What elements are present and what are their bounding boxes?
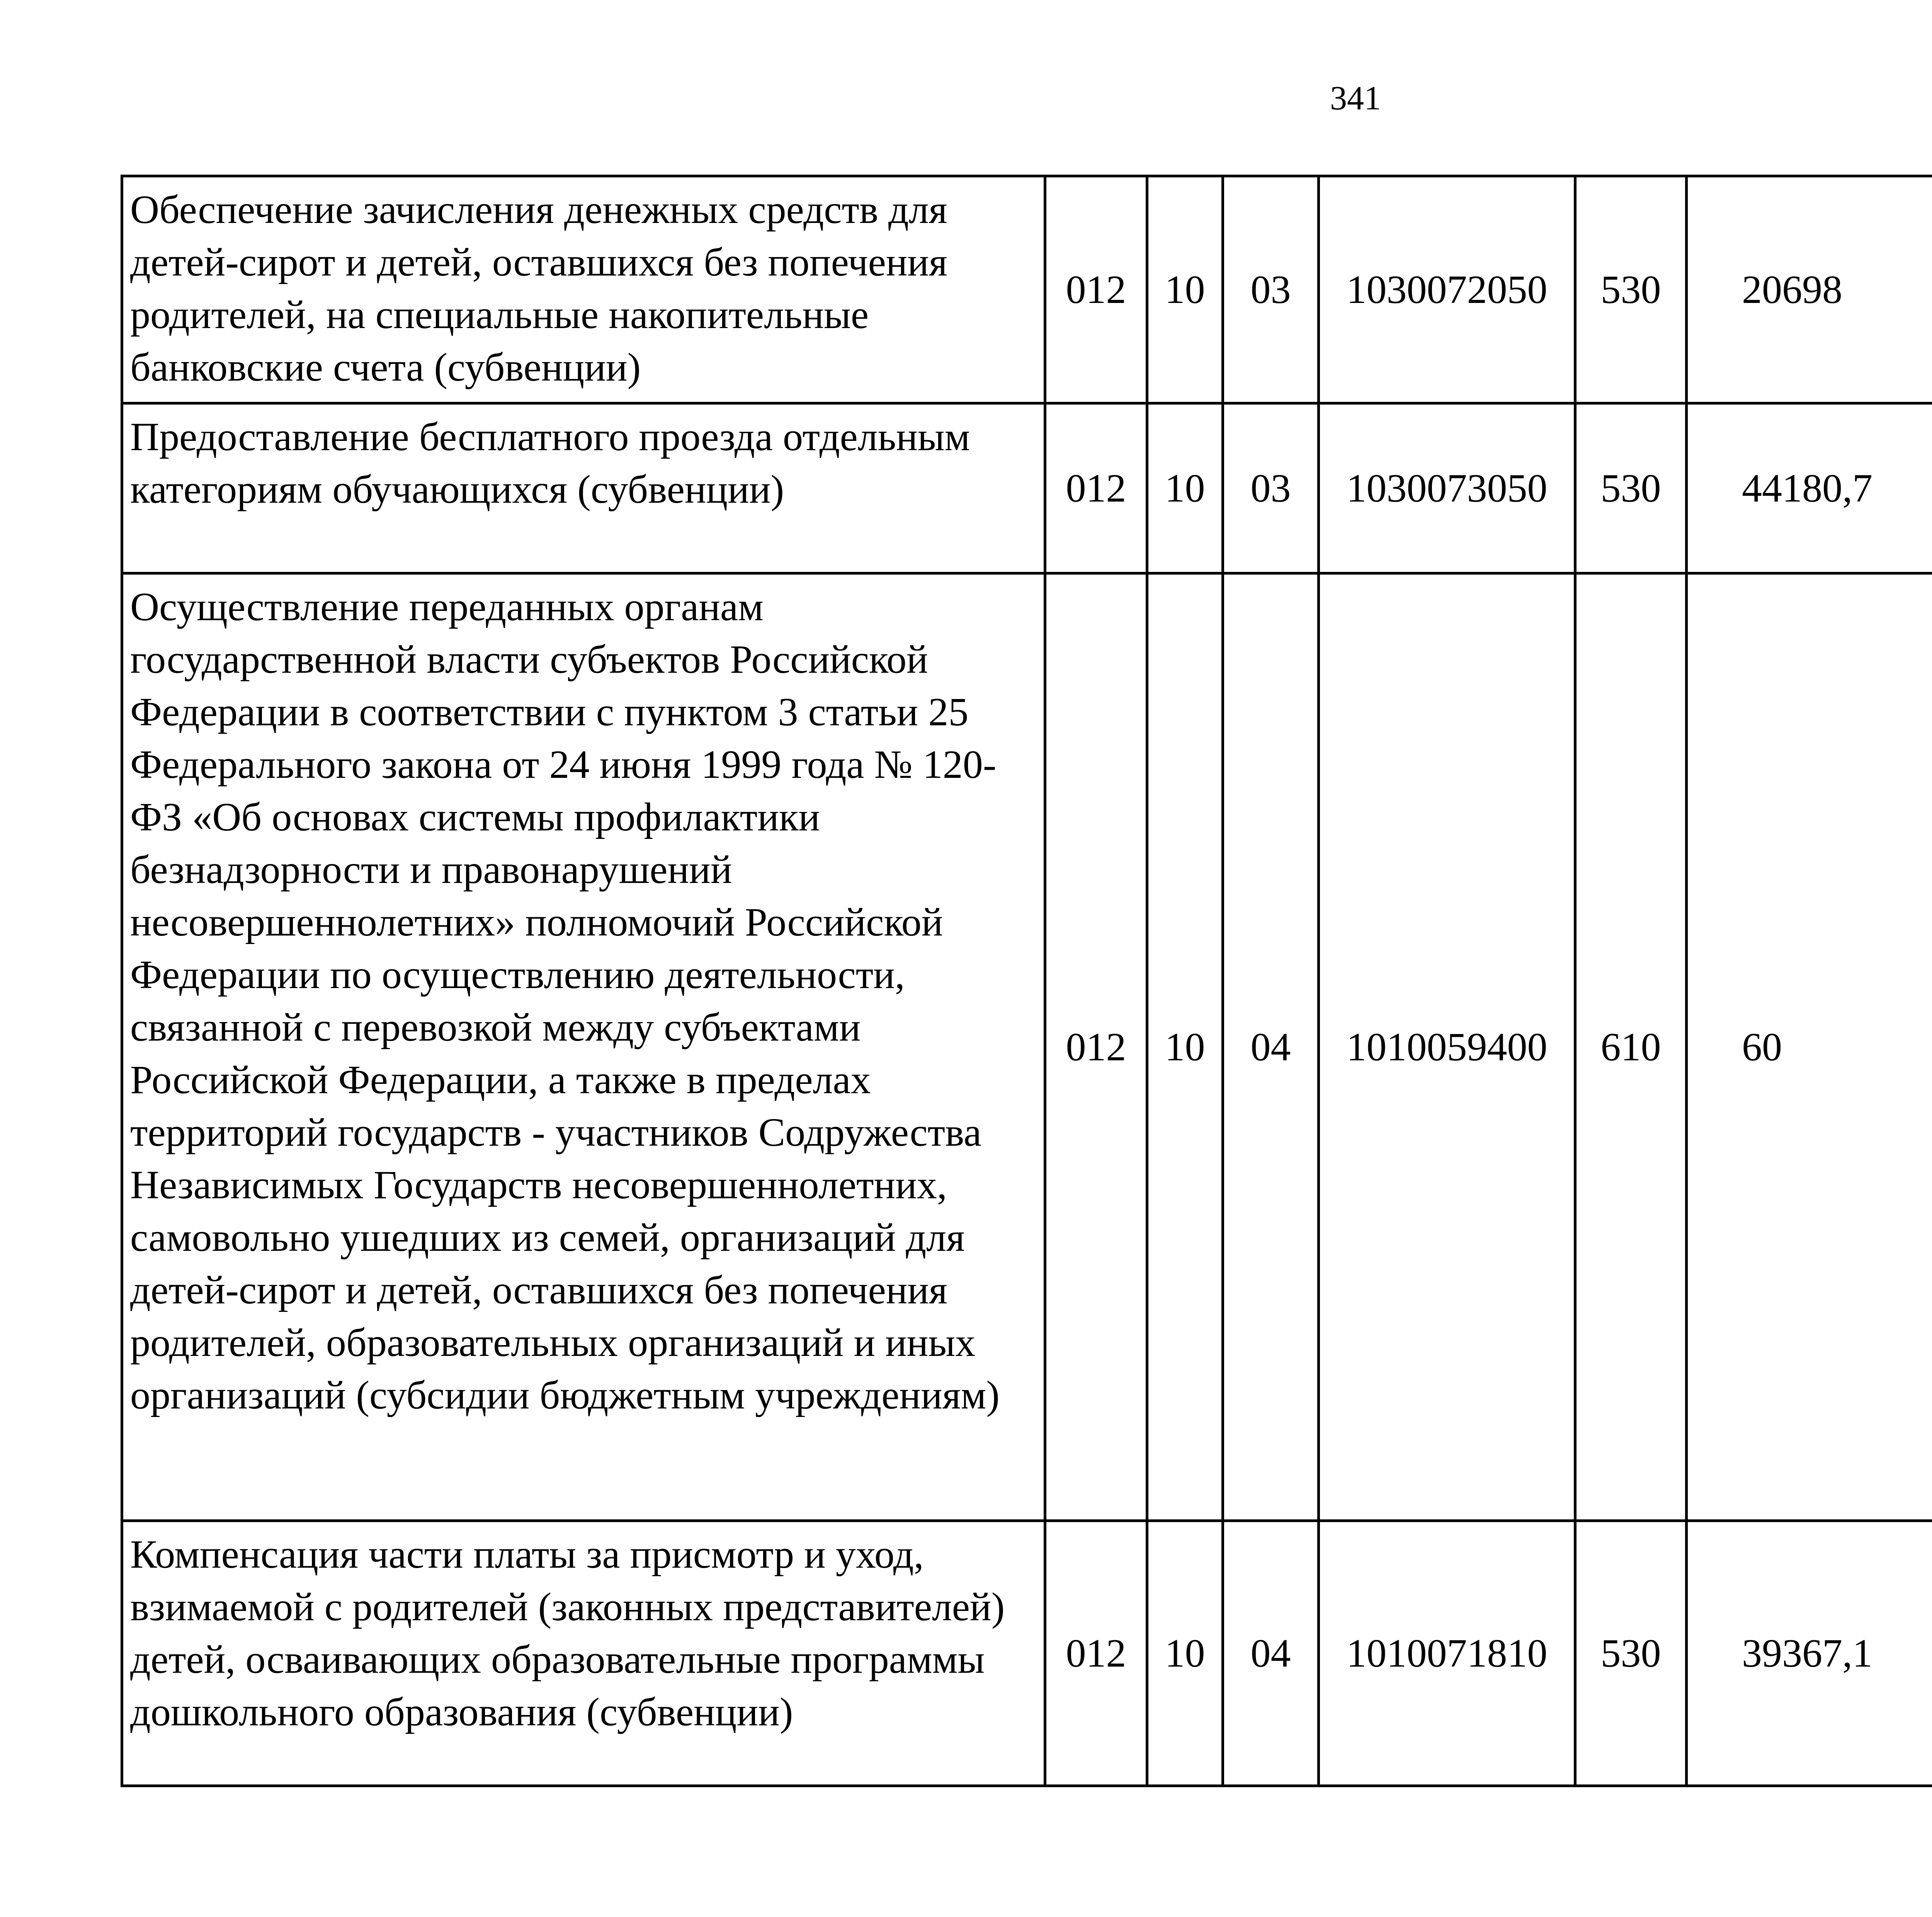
amount-1-cell: 20698 [1687,176,1932,403]
section-cell: 10 [1147,573,1223,1521]
expense-type-cell: 530 [1575,176,1687,403]
subsection-cell: 04 [1223,573,1319,1521]
budget-table [121,175,1932,1787]
row-description: Осуществление переданных органам государственной власти субъектов Российской Федерации в соответствии с пунктом 3 статьи 25 Федерального закона от 24 июня 1999 года № 120-ФЗ «Об основах системы профилактики безнадзорности и правонарушений несовершеннолетних» полномочий Российской Федерации по осуществлению деятельности, связанной с перевозкой между субъектами Российской Федерации, а также в пределах территорий государств - участников Содружества Независимых Государств несовершеннолетних, самовольно ушедших из семей, организаций для детей-сирот и детей, оставшихся без попечения родителей, образовательных организаций и иных организаций (субсидии бюджетным учреждениям) [122,573,1045,1521]
row-description: Предоставление бесплатного проезда отдельным категориям обучающихся (субвенции) [122,403,1045,573]
row-description: Обеспечение зачисления денежных средств для детей-сирот и детей, оставшихся без попечения родителей, на специальные накопительные банковские счета (субвенции) [122,176,1045,403]
admin-code-cell: 012 [1045,403,1147,573]
section-cell: 10 [1147,1521,1223,1786]
amount-1-cell: 44180,7 [1687,403,1932,573]
amount-1-cell: 39367,1 [1687,1521,1932,1786]
target-code-cell: 1010071810 [1319,1521,1575,1786]
page-number: 341 [1330,80,1381,117]
target-code-cell: 1030072050 [1319,176,1575,403]
section-cell: 10 [1147,176,1223,403]
admin-code-cell: 012 [1045,573,1147,1521]
admin-code-cell: 012 [1045,1521,1147,1786]
subsection-cell: 03 [1223,403,1319,573]
section-cell: 10 [1147,403,1223,573]
target-code-cell: 1010059400 [1319,573,1575,1521]
subsection-cell: 04 [1223,1521,1319,1786]
table-row [122,176,1932,403]
expense-type-cell: 530 [1575,403,1687,573]
table-row [122,1521,1932,1786]
expense-type-cell: 610 [1575,573,1687,1521]
admin-code-cell: 012 [1045,176,1147,403]
row-description: Компенсация части платы за присмотр и уход, взимаемой с родителей (законных представителей) детей, осваивающих образовательные программы дошкольного образования (субвенции) [122,1521,1045,1786]
target-code-cell: 1030073050 [1319,403,1575,573]
table-row [122,403,1932,573]
expense-type-cell: 530 [1575,1521,1687,1786]
subsection-cell: 03 [1223,176,1319,403]
table-row [122,573,1932,1521]
amount-1-cell: 60 [1687,573,1932,1521]
